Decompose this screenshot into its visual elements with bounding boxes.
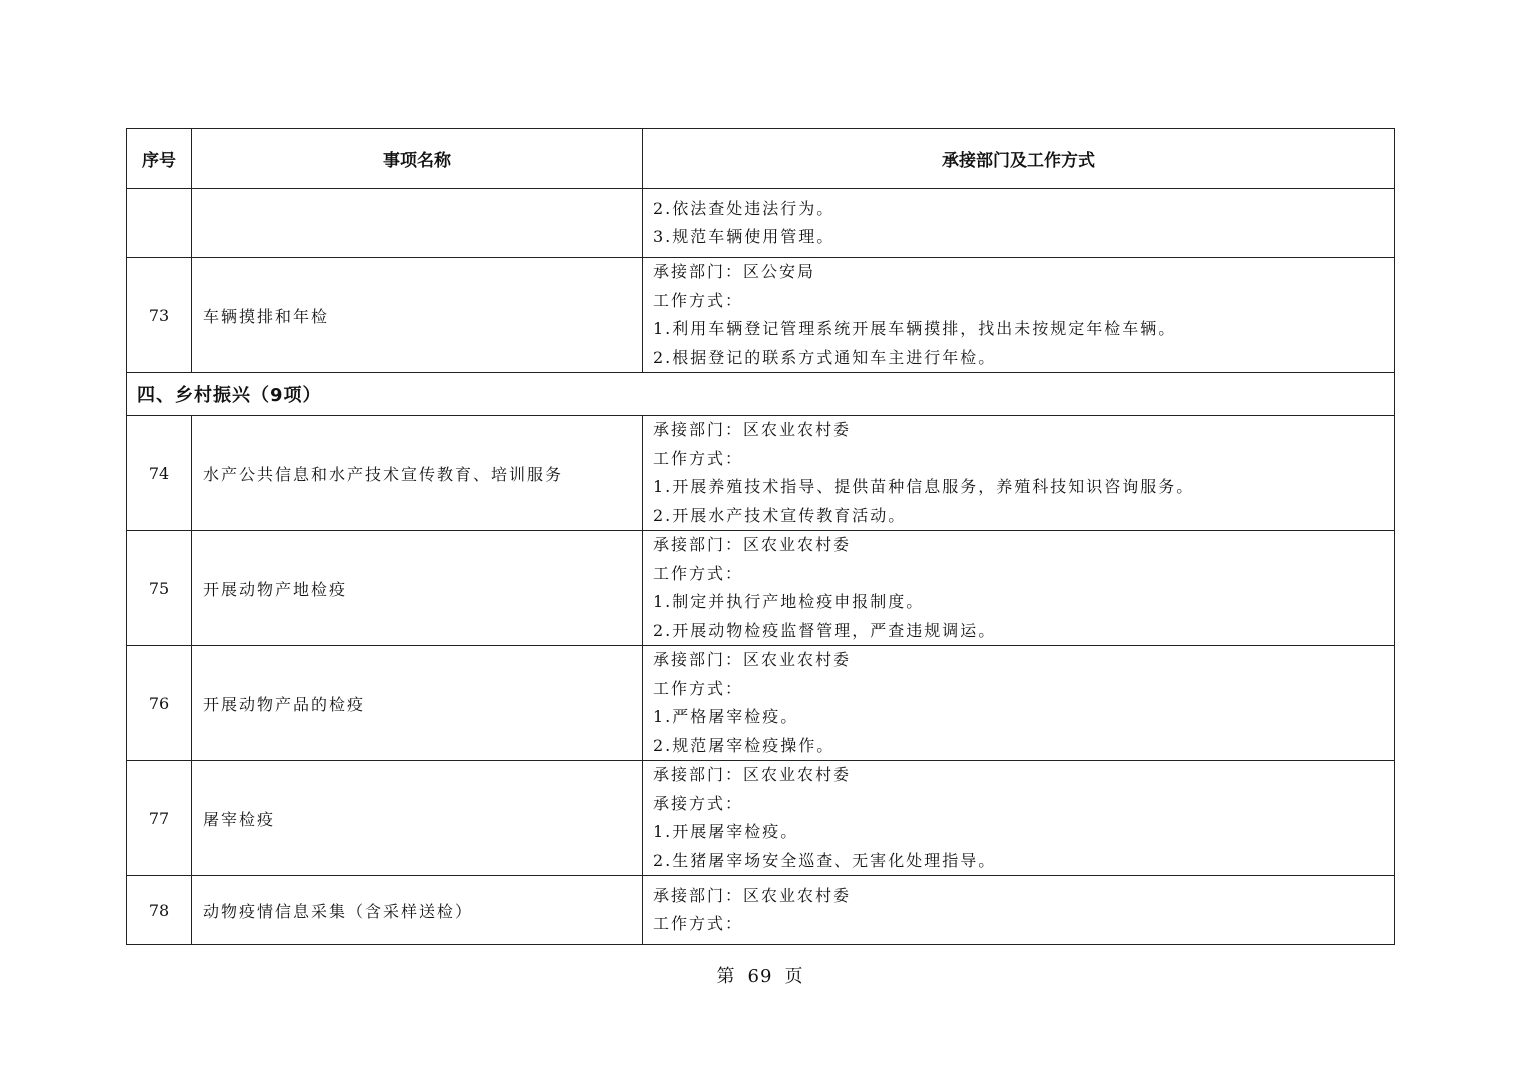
table-row bbox=[127, 876, 1395, 945]
page-footer bbox=[0, 962, 1520, 988]
dept-line: 2.依法查处违法行为。 bbox=[653, 198, 835, 218]
dept-line: 承接部门：区公安局 bbox=[653, 262, 816, 281]
page-label-suffix: 页 bbox=[784, 966, 804, 987]
table-row bbox=[127, 258, 1395, 373]
row-item-name: 动物疫情信息采集（含采样送检） bbox=[192, 876, 643, 945]
dept-line: 3.规范车辆使用管理。 bbox=[653, 227, 835, 246]
table-row bbox=[127, 646, 1395, 761]
section-title: 四、乡村振兴（9项） bbox=[127, 373, 1395, 416]
dept-line: 2.开展动物检疫监督管理，严查违规调运。 bbox=[653, 620, 997, 640]
table-row bbox=[127, 189, 1395, 258]
dept-line: 工作方式： bbox=[653, 914, 744, 933]
row-item-name: 开展动物产品的检疫 bbox=[192, 646, 643, 761]
row-item-name: 屠宰检疫 bbox=[192, 761, 643, 876]
dept-line: 2.规范屠宰检疫操作。 bbox=[653, 735, 835, 755]
row-department-method bbox=[643, 646, 1395, 761]
page-label-prefix: 第 bbox=[716, 966, 736, 987]
dept-line: 2.生猪屠宰场安全巡查、无害化处理指导。 bbox=[653, 850, 997, 870]
dept-line: 1.开展屠宰检疫。 bbox=[653, 822, 799, 841]
row-item-name: 开展动物产地检疫 bbox=[192, 531, 643, 646]
row-number: 78 bbox=[127, 876, 192, 945]
row-number: 75 bbox=[127, 531, 192, 646]
row-department-method bbox=[643, 258, 1395, 373]
dept-line: 承接部门：区农业农村委 bbox=[653, 765, 852, 784]
row-number: 77 bbox=[127, 761, 192, 876]
row-item-name: 车辆摸排和年检 bbox=[192, 258, 643, 373]
dept-line: 工作方式： bbox=[653, 678, 744, 698]
dept-line: 承接部门：区农业农村委 bbox=[653, 885, 852, 905]
row-department-method bbox=[643, 761, 1395, 876]
dept-line: 1.严格屠宰检疫。 bbox=[653, 707, 799, 726]
row-item-name: 水产公共信息和水产技术宣传教育、培训服务 bbox=[192, 416, 643, 531]
table-header-row bbox=[127, 129, 1395, 189]
row-department-method bbox=[643, 189, 1395, 258]
dept-line: 工作方式： bbox=[653, 448, 744, 468]
dept-line: 1.制定并执行产地检疫申报制度。 bbox=[653, 592, 925, 611]
dept-line: 2.根据登记的联系方式通知车主进行年检。 bbox=[653, 347, 997, 367]
table-row bbox=[127, 761, 1395, 876]
header-department-method: 承接部门及工作方式 bbox=[643, 129, 1395, 189]
dept-line: 工作方式： bbox=[653, 290, 744, 310]
section-header-row bbox=[127, 373, 1395, 416]
dept-line: 1.开展养殖技术指导、提供苗种信息服务，养殖科技知识咨询服务。 bbox=[653, 477, 1195, 496]
row-item-name bbox=[192, 189, 643, 258]
dept-line: 工作方式： bbox=[653, 563, 744, 583]
table-row bbox=[127, 531, 1395, 646]
document-table bbox=[126, 128, 1395, 945]
dept-line: 2.开展水产技术宣传教育活动。 bbox=[653, 505, 907, 525]
table-row bbox=[127, 416, 1395, 531]
dept-line: 1.利用车辆登记管理系统开展车辆摸排，找出未按规定年检车辆。 bbox=[653, 319, 1177, 338]
dept-line: 承接部门：区农业农村委 bbox=[653, 535, 852, 554]
row-department-method bbox=[643, 876, 1395, 945]
row-department-method bbox=[643, 416, 1395, 531]
dept-line: 承接方式： bbox=[653, 793, 744, 813]
header-serial-number: 序号 bbox=[127, 129, 192, 189]
header-item-name: 事项名称 bbox=[192, 129, 643, 189]
row-number bbox=[127, 189, 192, 258]
row-number: 74 bbox=[127, 416, 192, 531]
page-number: 69 bbox=[747, 966, 773, 987]
row-number: 76 bbox=[127, 646, 192, 761]
dept-line: 承接部门：区农业农村委 bbox=[653, 650, 852, 669]
dept-line: 承接部门：区农业农村委 bbox=[653, 420, 852, 439]
row-department-method bbox=[643, 531, 1395, 646]
row-number: 73 bbox=[127, 258, 192, 373]
